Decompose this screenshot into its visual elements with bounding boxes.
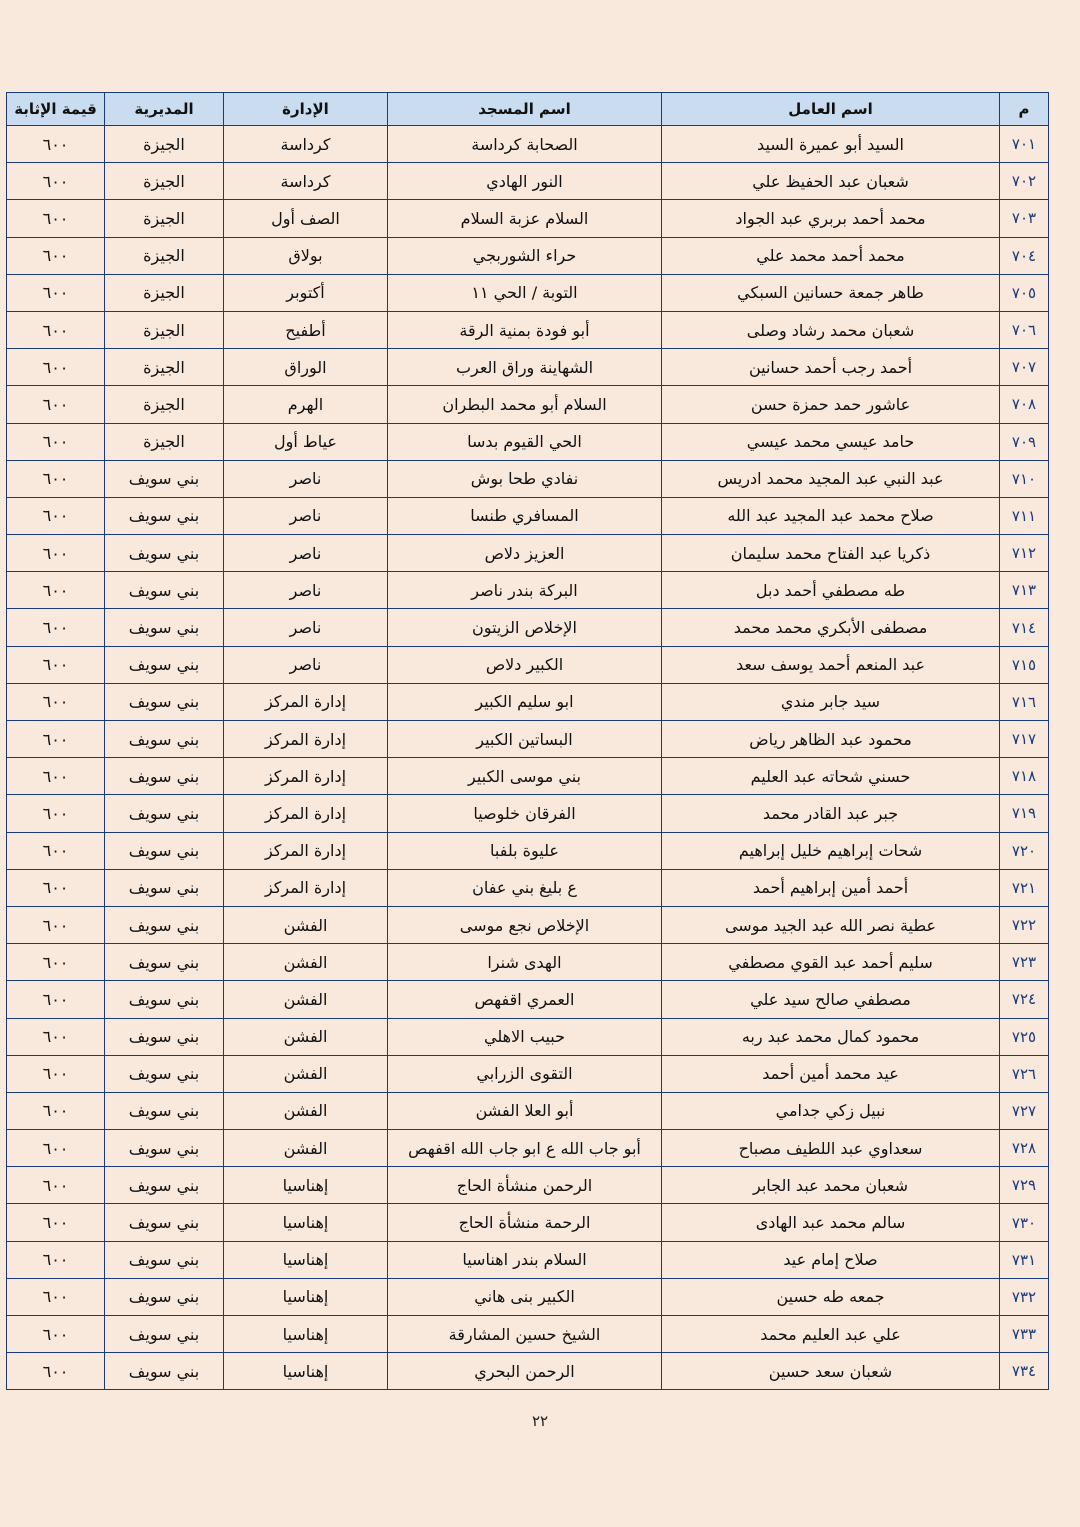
mosque-name-cell: ع بليغ بني عفان [388,869,662,906]
worker-name-cell: حسني شحاته عبد العليم [662,758,1000,795]
table-row [7,274,1049,311]
mosque-name-cell: السلام بندر اهناسيا [388,1241,662,1278]
worker-name-cell: طه مصطفي أحمد دبل [662,572,1000,609]
row-number: ٧٢٦ [1000,1055,1049,1092]
table-row [7,1204,1049,1241]
document-sheet [6,92,1048,1390]
reward-value-cell: ٦٠٠ [7,200,105,237]
reward-value-cell: ٦٠٠ [7,126,105,163]
mosque-name-cell: التقوى الزرابي [388,1055,662,1092]
administration-cell: الفشن [224,981,388,1018]
worker-name-cell: حامد عيسي محمد عيسي [662,423,1000,460]
table-row [7,758,1049,795]
table-row [7,1055,1049,1092]
row-number: ٧١٠ [1000,460,1049,497]
worker-name-cell: سيد جابر مندي [662,683,1000,720]
row-number: ٧١٩ [1000,795,1049,832]
row-number: ٧٣٠ [1000,1204,1049,1241]
directorate-cell: بني سويف [105,572,224,609]
mosque-name-cell: الهدى شنرا [388,944,662,981]
mosque-name-cell: عليوة بلفبا [388,832,662,869]
administration-cell: الهرم [224,386,388,423]
table-row [7,311,1049,348]
worker-name-cell: سالم محمد عبد الهادى [662,1204,1000,1241]
row-number: ٧٠٤ [1000,237,1049,274]
directorate-cell: بني سويف [105,795,224,832]
row-number: ٧١٢ [1000,535,1049,572]
row-number: ٧١١ [1000,497,1049,534]
row-number: ٧٠٩ [1000,423,1049,460]
administration-cell: عياط أول [224,423,388,460]
directorate-cell: بني سويف [105,1278,224,1315]
directorate-cell: بني سويف [105,906,224,943]
directorate-cell: بني سويف [105,1055,224,1092]
table-row [7,1018,1049,1055]
directorate-cell: بني سويف [105,944,224,981]
row-number: ٧٣٣ [1000,1316,1049,1353]
reward-value-cell: ٦٠٠ [7,1055,105,1092]
directorate-cell: بني سويف [105,1204,224,1241]
header-mosque-name: اسم المسجد [388,93,662,126]
reward-value-cell: ٦٠٠ [7,1278,105,1315]
table-row [7,944,1049,981]
header-reward-value: قيمة الإثابة [7,93,105,126]
mosque-name-cell: الشيخ حسين المشارقة [388,1316,662,1353]
administration-cell: الفشن [224,906,388,943]
administration-cell: إهناسيا [224,1316,388,1353]
table-row [7,572,1049,609]
reward-value-cell: ٦٠٠ [7,1092,105,1129]
table-row [7,1278,1049,1315]
directorate-cell: الجيزة [105,311,224,348]
worker-name-cell: طاهر جمعة حسانين السبكي [662,274,1000,311]
row-number: ٧٠٣ [1000,200,1049,237]
worker-name-cell: صلاح إمام عيد [662,1241,1000,1278]
administration-cell: إدارة المركز [224,721,388,758]
table-row [7,126,1049,163]
administration-cell: الفشن [224,1092,388,1129]
mosque-name-cell: البساتين الكبير [388,721,662,758]
administration-cell: بولاق [224,237,388,274]
directorate-cell: بني سويف [105,1353,224,1390]
reward-value-cell: ٦٠٠ [7,572,105,609]
mosque-name-cell: الحي القيوم بدسا [388,423,662,460]
worker-name-cell: شعبان سعد حسين [662,1353,1000,1390]
row-number: ٧٢٨ [1000,1130,1049,1167]
directorate-cell: الجيزة [105,386,224,423]
directorate-cell: الجيزة [105,349,224,386]
administration-cell: أكتوبر [224,274,388,311]
table-row [7,200,1049,237]
table-row [7,721,1049,758]
directorate-cell: بني سويف [105,1241,224,1278]
mosque-name-cell: حبيب الاهلي [388,1018,662,1055]
row-number: ٧١٥ [1000,646,1049,683]
mosque-name-cell: أبو جاب الله ع ابو جاب الله اقفهص [388,1130,662,1167]
worker-name-cell: أحمد أمين إبراهيم أحمد [662,869,1000,906]
worker-name-cell: سليم أحمد عبد القوي مصطفي [662,944,1000,981]
table-row [7,237,1049,274]
reward-value-cell: ٦٠٠ [7,721,105,758]
row-number: ٧٣٤ [1000,1353,1049,1390]
reward-value-cell: ٦٠٠ [7,274,105,311]
directorate-cell: بني سويف [105,609,224,646]
administration-cell: إدارة المركز [224,795,388,832]
directorate-cell: بني سويف [105,497,224,534]
directorate-cell: الجيزة [105,237,224,274]
mosque-name-cell: ابو سليم الكبير [388,683,662,720]
administration-cell: ناصر [224,535,388,572]
table-row [7,869,1049,906]
table-row [7,1241,1049,1278]
row-number: ٧٠٧ [1000,349,1049,386]
reward-value-cell: ٦٠٠ [7,1353,105,1390]
worker-name-cell: محمود عبد الظاهر رياض [662,721,1000,758]
reward-value-cell: ٦٠٠ [7,944,105,981]
directorate-cell: بني سويف [105,646,224,683]
reward-value-cell: ٦٠٠ [7,1167,105,1204]
table-row [7,832,1049,869]
table-row [7,497,1049,534]
row-number: ٧١٣ [1000,572,1049,609]
worker-name-cell: شعبان محمد رشاد وصلى [662,311,1000,348]
table-row [7,683,1049,720]
directorate-cell: الجيزة [105,423,224,460]
worker-name-cell: شعبان محمد عبد الجابر [662,1167,1000,1204]
worker-name-cell: مصطفي صالح سيد علي [662,981,1000,1018]
worker-name-cell: عاشور حمد حمزة حسن [662,386,1000,423]
table-row [7,1092,1049,1129]
worker-name-cell: جبر عبد القادر محمد [662,795,1000,832]
administration-cell: إدارة المركز [224,869,388,906]
directorate-cell: الجيزة [105,200,224,237]
worker-name-cell: السيد أبو عميرة السيد [662,126,1000,163]
table-row [7,906,1049,943]
reward-value-cell: ٦٠٠ [7,535,105,572]
mosque-name-cell: بني موسى الكبير [388,758,662,795]
mosque-name-cell: العمري اقفهص [388,981,662,1018]
row-number: ٧٢٠ [1000,832,1049,869]
table-body [7,126,1049,1390]
mosque-name-cell: الإخلاص الزيتون [388,609,662,646]
row-number: ٧٢٩ [1000,1167,1049,1204]
administration-cell: ناصر [224,497,388,534]
mosque-name-cell: الكبير دلاص [388,646,662,683]
row-number: ٧٣١ [1000,1241,1049,1278]
worker-name-cell: صلاح محمد عبد المجيد عبد الله [662,497,1000,534]
row-number: ٧١٨ [1000,758,1049,795]
header-worker-name: اسم العامل [662,93,1000,126]
reward-value-cell: ٦٠٠ [7,311,105,348]
reward-value-cell: ٦٠٠ [7,981,105,1018]
row-number: ٧١٦ [1000,683,1049,720]
directorate-cell: الجيزة [105,163,224,200]
mosque-name-cell: النور الهادي [388,163,662,200]
mosque-name-cell: المسافري طنسا [388,497,662,534]
directorate-cell: بني سويف [105,832,224,869]
reward-value-cell: ٦٠٠ [7,609,105,646]
directorate-cell: بني سويف [105,1167,224,1204]
administration-cell: إهناسيا [224,1278,388,1315]
mosque-name-cell: الرحمن منشأة الحاج [388,1167,662,1204]
mosque-name-cell: التوبة / الحي ١١ [388,274,662,311]
header-directorate: المديرية [105,93,224,126]
reward-value-cell: ٦٠٠ [7,906,105,943]
row-number: ٧٢٥ [1000,1018,1049,1055]
mosque-name-cell: السلام عزبة السلام [388,200,662,237]
directorate-cell: الجيزة [105,274,224,311]
administration-cell: إدارة المركز [224,683,388,720]
table-row [7,163,1049,200]
reward-value-cell: ٦٠٠ [7,795,105,832]
worker-name-cell: جمعه طه حسين [662,1278,1000,1315]
directorate-cell: بني سويف [105,1316,224,1353]
worker-name-cell: علي عبد العليم محمد [662,1316,1000,1353]
worker-name-cell: مصطفى الأبكري محمد محمد [662,609,1000,646]
mosque-name-cell: الإخلاص نجع موسى [388,906,662,943]
directorate-cell: بني سويف [105,1018,224,1055]
table-row [7,423,1049,460]
worker-name-cell: محمد أحمد محمد علي [662,237,1000,274]
directorate-cell: بني سويف [105,869,224,906]
header-number: م [1000,93,1049,126]
directorate-cell: بني سويف [105,721,224,758]
administration-cell: الفشن [224,1018,388,1055]
worker-name-cell: ذكريا عبد الفتاح محمد سليمان [662,535,1000,572]
administration-cell: إهناسيا [224,1167,388,1204]
table-row [7,386,1049,423]
mosque-name-cell: حراء الشوربجي [388,237,662,274]
worker-name-cell: سعداوي عبد اللطيف مصباح [662,1130,1000,1167]
row-number: ٧٢١ [1000,869,1049,906]
reward-value-cell: ٦٠٠ [7,349,105,386]
worker-name-cell: عيد محمد أمين أحمد [662,1055,1000,1092]
reward-value-cell: ٦٠٠ [7,758,105,795]
table-row [7,1353,1049,1390]
administration-cell: إدارة المركز [224,758,388,795]
directorate-cell: بني سويف [105,535,224,572]
reward-value-cell: ٦٠٠ [7,1241,105,1278]
table-row [7,535,1049,572]
row-number: ٧١٧ [1000,721,1049,758]
directorate-cell: بني سويف [105,460,224,497]
administration-cell: كرداسة [224,163,388,200]
table-row [7,1316,1049,1353]
administration-cell: ناصر [224,609,388,646]
reward-value-cell: ٦٠٠ [7,832,105,869]
table-row [7,646,1049,683]
table-row [7,349,1049,386]
mosque-name-cell: الكبير بنى هاني [388,1278,662,1315]
page-number: ٢٢ [531,1412,549,1430]
table-row [7,981,1049,1018]
rewards-table [6,92,1049,1390]
header-row [7,93,1049,126]
reward-value-cell: ٦٠٠ [7,460,105,497]
reward-value-cell: ٦٠٠ [7,163,105,200]
directorate-cell: بني سويف [105,758,224,795]
mosque-name-cell: الفرقان خلوصيا [388,795,662,832]
administration-cell: كرداسة [224,126,388,163]
mosque-name-cell: البركة بندر ناصر [388,572,662,609]
row-number: ٧٠١ [1000,126,1049,163]
reward-value-cell: ٦٠٠ [7,683,105,720]
directorate-cell: بني سويف [105,683,224,720]
row-number: ٧١٤ [1000,609,1049,646]
directorate-cell: الجيزة [105,126,224,163]
reward-value-cell: ٦٠٠ [7,646,105,683]
administration-cell: إهناسيا [224,1241,388,1278]
administration-cell: الوراق [224,349,388,386]
mosque-name-cell: الصحابة كرداسة [388,126,662,163]
row-number: ٧٢٤ [1000,981,1049,1018]
row-number: ٧٠٨ [1000,386,1049,423]
mosque-name-cell: الرحمن البحري [388,1353,662,1390]
reward-value-cell: ٦٠٠ [7,497,105,534]
row-number: ٧٢٢ [1000,906,1049,943]
administration-cell: ناصر [224,646,388,683]
reward-value-cell: ٦٠٠ [7,423,105,460]
worker-name-cell: شعبان عبد الحفيظ علي [662,163,1000,200]
administration-cell: ناصر [224,460,388,497]
worker-name-cell: محمود كمال محمد عبد ربه [662,1018,1000,1055]
row-number: ٧٢٧ [1000,1092,1049,1129]
header-administration: الإدارة [224,93,388,126]
table-row [7,795,1049,832]
administration-cell: الفشن [224,944,388,981]
worker-name-cell: عبد المنعم أحمد يوسف سعد [662,646,1000,683]
row-number: ٧٠٥ [1000,274,1049,311]
worker-name-cell: عبد النبي عبد المجيد محمد ادريس [662,460,1000,497]
directorate-cell: بني سويف [105,981,224,1018]
mosque-name-cell: الشهاينة وراق العرب [388,349,662,386]
table-row [7,1167,1049,1204]
reward-value-cell: ٦٠٠ [7,1204,105,1241]
administration-cell: إهناسيا [224,1204,388,1241]
row-number: ٧٠٦ [1000,311,1049,348]
mosque-name-cell: العزيز دلاص [388,535,662,572]
worker-name-cell: أحمد رجب أحمد حسانين [662,349,1000,386]
table-row [7,1130,1049,1167]
directorate-cell: بني سويف [105,1092,224,1129]
row-number: ٧٢٣ [1000,944,1049,981]
table-header [7,93,1049,126]
administration-cell: أطفيح [224,311,388,348]
administration-cell: الفشن [224,1130,388,1167]
reward-value-cell: ٦٠٠ [7,1018,105,1055]
row-number: ٧٣٢ [1000,1278,1049,1315]
reward-value-cell: ٦٠٠ [7,1130,105,1167]
administration-cell: الفشن [224,1055,388,1092]
administration-cell: الصف أول [224,200,388,237]
directorate-cell: بني سويف [105,1130,224,1167]
administration-cell: إهناسيا [224,1353,388,1390]
reward-value-cell: ٦٠٠ [7,869,105,906]
reward-value-cell: ٦٠٠ [7,386,105,423]
mosque-name-cell: أبو فودة بمنية الرقة [388,311,662,348]
reward-value-cell: ٦٠٠ [7,1316,105,1353]
administration-cell: ناصر [224,572,388,609]
table-row [7,609,1049,646]
mosque-name-cell: السلام أبو محمد البطران [388,386,662,423]
worker-name-cell: شحات إبراهيم خليل إبراهيم [662,832,1000,869]
mosque-name-cell: الرحمة منشأة الحاج [388,1204,662,1241]
administration-cell: إدارة المركز [224,832,388,869]
reward-value-cell: ٦٠٠ [7,237,105,274]
worker-name-cell: عطية نصر الله عبد الجيد موسى [662,906,1000,943]
mosque-name-cell: نفادي طحا بوش [388,460,662,497]
row-number: ٧٠٢ [1000,163,1049,200]
table-row [7,460,1049,497]
worker-name-cell: محمد أحمد بربري عبد الجواد [662,200,1000,237]
worker-name-cell: نبيل زكي جدامي [662,1092,1000,1129]
mosque-name-cell: أبو العلا الفشن [388,1092,662,1129]
